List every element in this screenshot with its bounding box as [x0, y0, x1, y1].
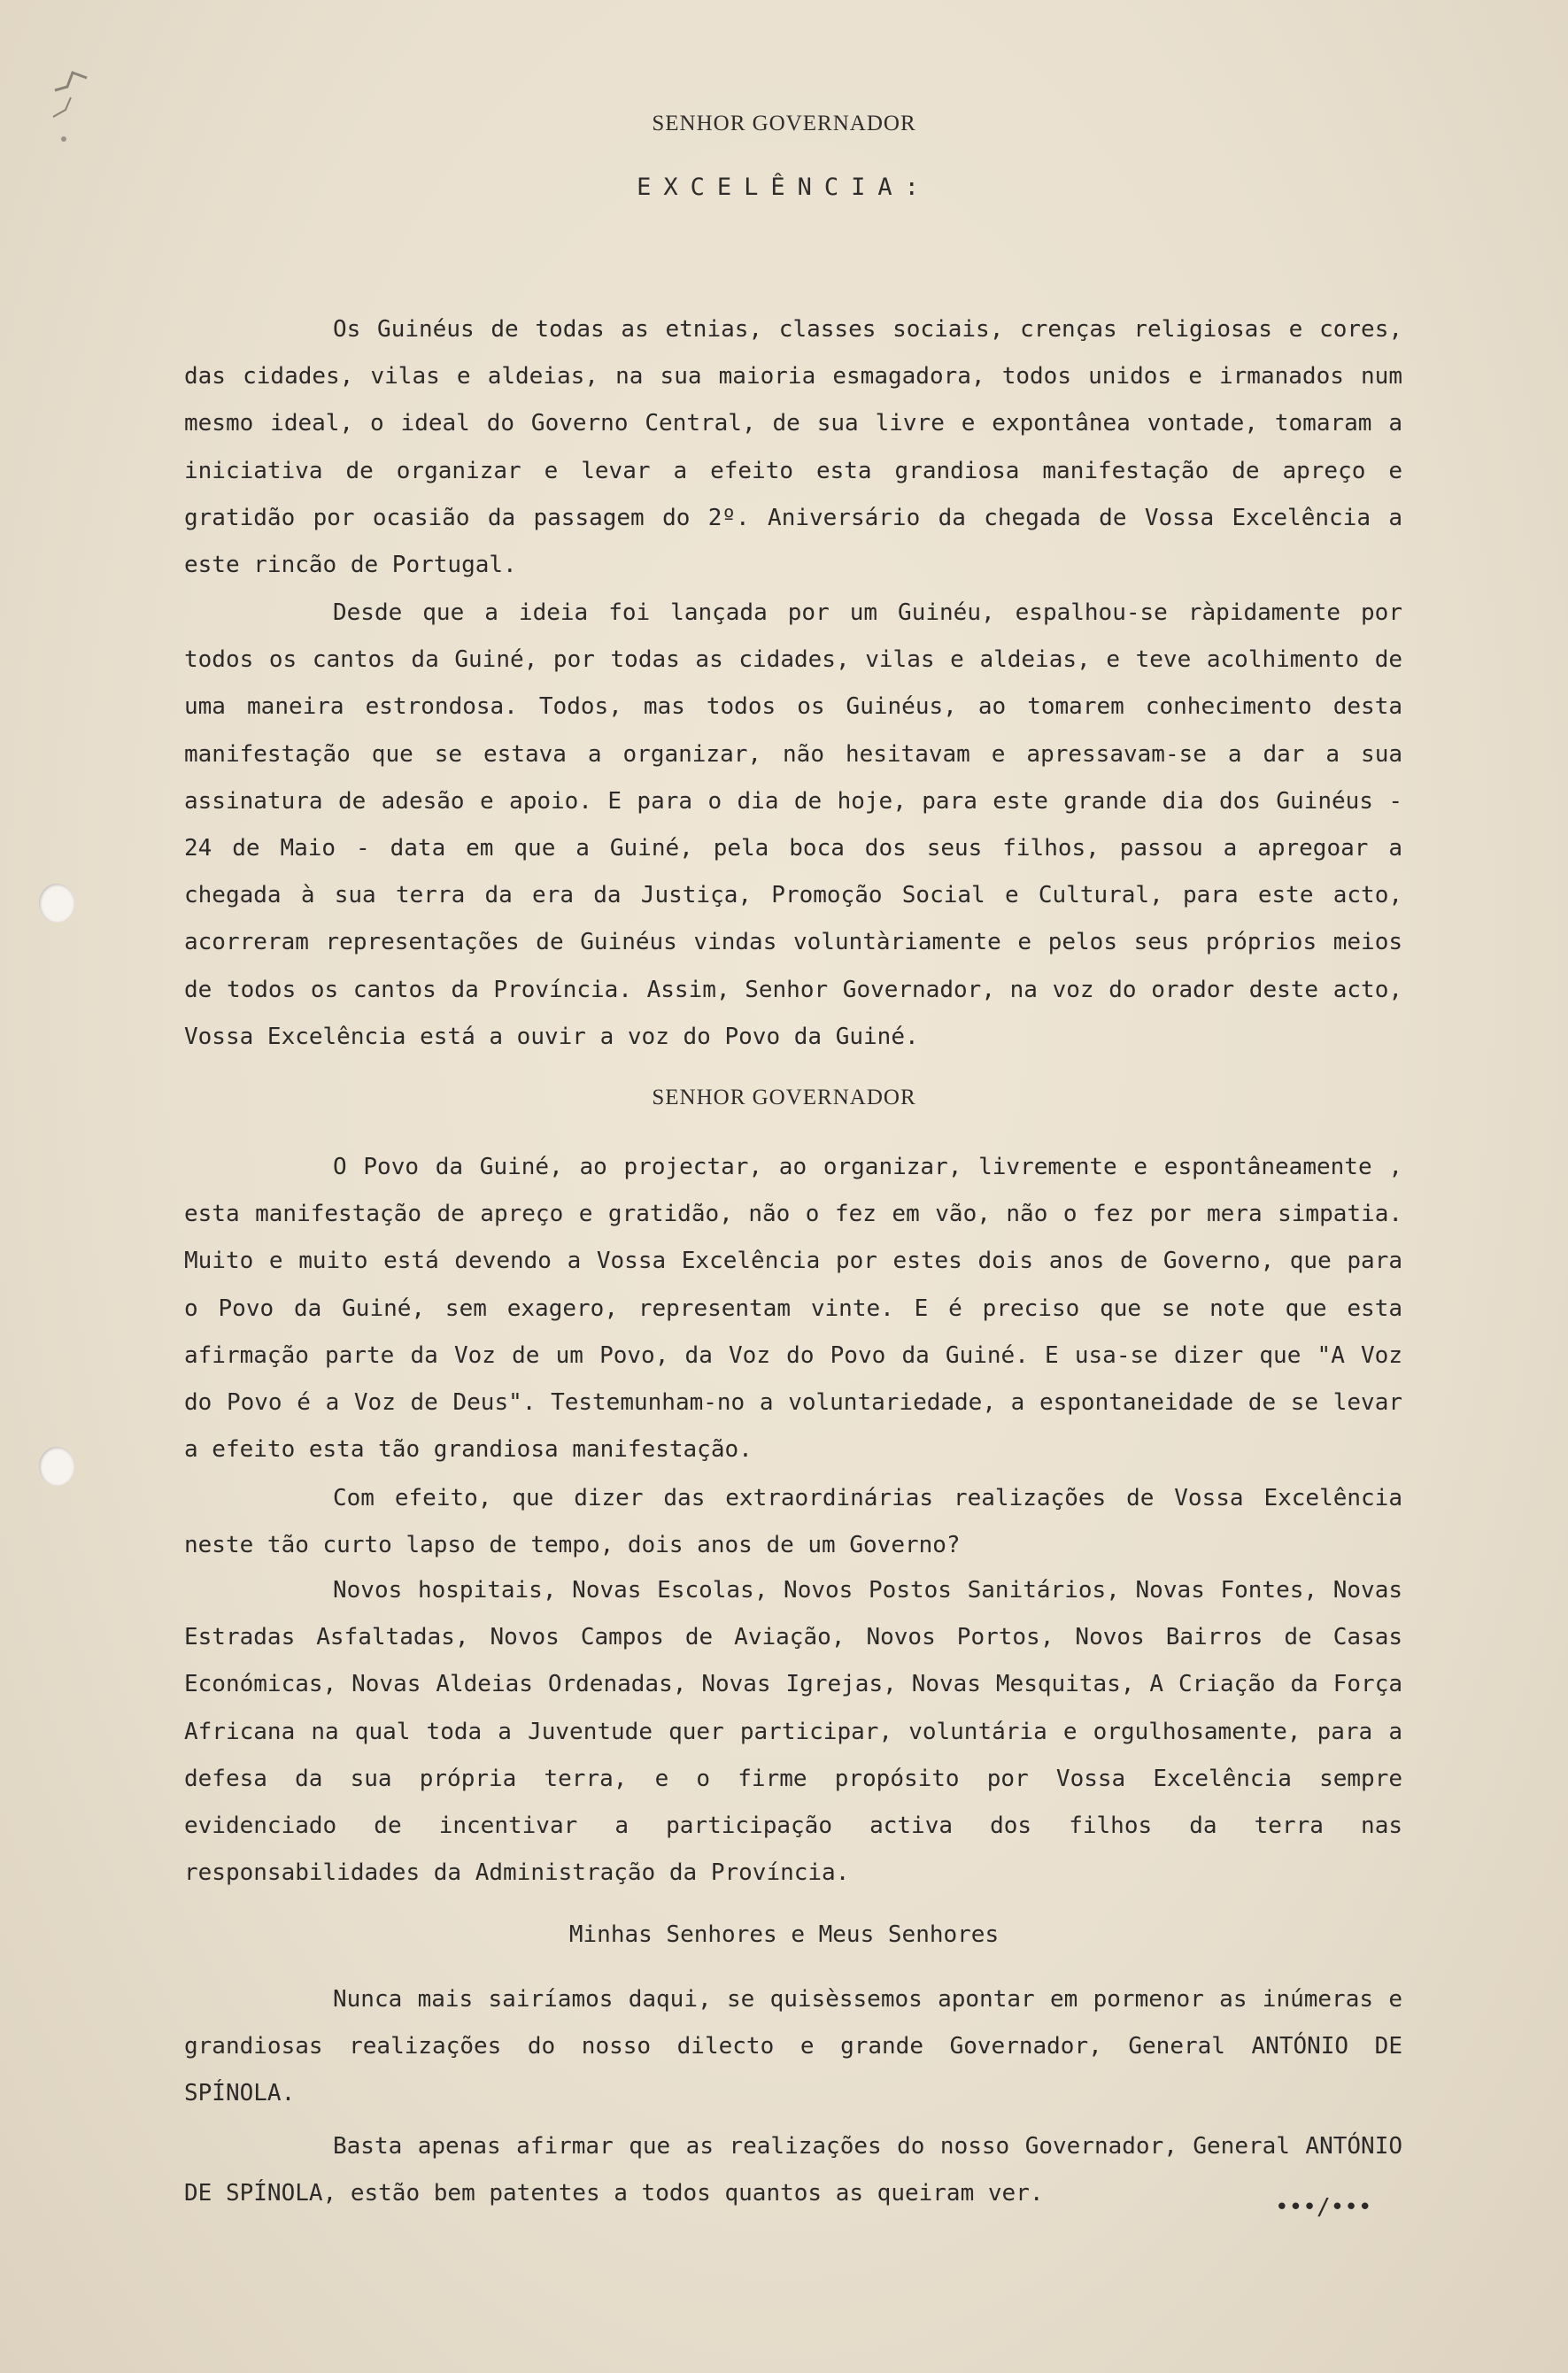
heading-mid: SENHOR GOVERNADOR [652, 1086, 916, 1109]
subheading: Minhas Senhores e Meus Senhores [568, 1921, 1000, 1948]
punch-hole [39, 884, 74, 923]
ink-smudge [46, 55, 126, 152]
paragraph-5: Novos hospitais, Novas Escolas, Novos Postos Sanitários, Novas Fontes, Novas Estradas Asfaltadas, Novos Campos de Aviação, Novos Portos, Novos Bairros de Casas Económicas, Novas Aldeias Ordenadas, Novas Igrejas, Novas Mesquitas, A Criação da Força Africana na qual toda a Juventude quer participar, voluntária e orgulhosamente, para a defesa da sua própria terra, e o firme propósito por Vossa Excelência sempre evidenciado de incentivar a participação activa dos filhos da terra nas responsabilidades da Administração da Província. [184, 1577, 1402, 1887]
paragraph-4: Com efeito, que dizer das extraordinárias realizações de Vossa Excelência neste tão curto lapso de tempo, dois anos de um Governo? [184, 1485, 1402, 1559]
continuation-mark: •••/••• [1275, 2194, 1372, 2221]
heading-top: SENHOR GOVERNADOR [652, 112, 916, 135]
paragraph-2: Desde que a ideia foi lançada por um Guinéu, espalhou-se ràpidamente por todos os cantos da Guiné, por todas as cidades, vilas e aldeias, e teve acolhimento de uma maneira estrondosa. Todos, mas todos os Guinéus, ao tomarem conhecimento desta manifestação que se estava a organizar, não hesitavam e apressavam-se a dar a sua assinatura de adesão e apoio. E para o dia de hoje, para este grande dia dos Guinéus - 24 de Maio - data em que a Guiné, pela boca dos seus filhos, passou a apregoar a chegada à sua terra da era da Justiça, Promoção Social e Cultural, para este acto, acorreram representações de Guinéus vindas voluntàriamente e pelos seus próprios meios de todos os cantos da Província. Assim, Senhor Governador, na voz do orador deste acto, Vossa Excelência está a ouvir a voz do Povo da Guiné. [184, 599, 1402, 1050]
paragraph-7: Basta apenas afirmar que as realizações do nosso Governador, General ANTÓNIO DE SPÍNOLA, estão bem patentes a todos quantos as queiram ver. [184, 2133, 1402, 2207]
paragraph-6: Nunca mais sairíamos daqui, se quisèssemos apontar em pormenor as inúmeras e grandiosas realizações do nosso dilecto e grande Governador, General ANTÓNIO DE SPÍNOLA. [184, 1986, 1402, 2107]
salutation: EXCELÊNCIA: [637, 174, 931, 201]
punch-hole [39, 1447, 74, 1486]
paragraph-1: Os Guinéus de todas as etnias, classes sociais, crenças religiosas e cores, das cidades, vilas e aldeias, na sua maioria esmagadora, todos unidos e irmanados num mesmo ideal, o ideal do Governo Central, de sua livre e expontânea vontade, tomaram a iniciativa de organizar e levar a efeito esta grandiosa manifestação de apreço e gratidão por ocasião da passagem do 2º. Aniversário da chegada de Vossa Excelência a este rincão de Portugal. [184, 316, 1402, 579]
paragraph-3: O Povo da Guiné, ao projectar, ao organizar, livremente e espontâneamente , esta manifestação de apreço e gratidão, não o fez em vão, não o fez por mera simpatia. Muito e muito está devendo a Vossa Excelência por estes dois anos de Governo, que para o Povo da Guiné, sem exagero, representam vinte. E é preciso que se note que esta afirmação parte da Voz de um Povo, da Voz do Povo da Guiné. E usa-se dizer que "A Voz do Povo é a Voz de Deus". Testemunham-no a voluntariedade, a espontaneidade de se levar a efeito esta tão grandiosa manifestação. [184, 1154, 1402, 1464]
